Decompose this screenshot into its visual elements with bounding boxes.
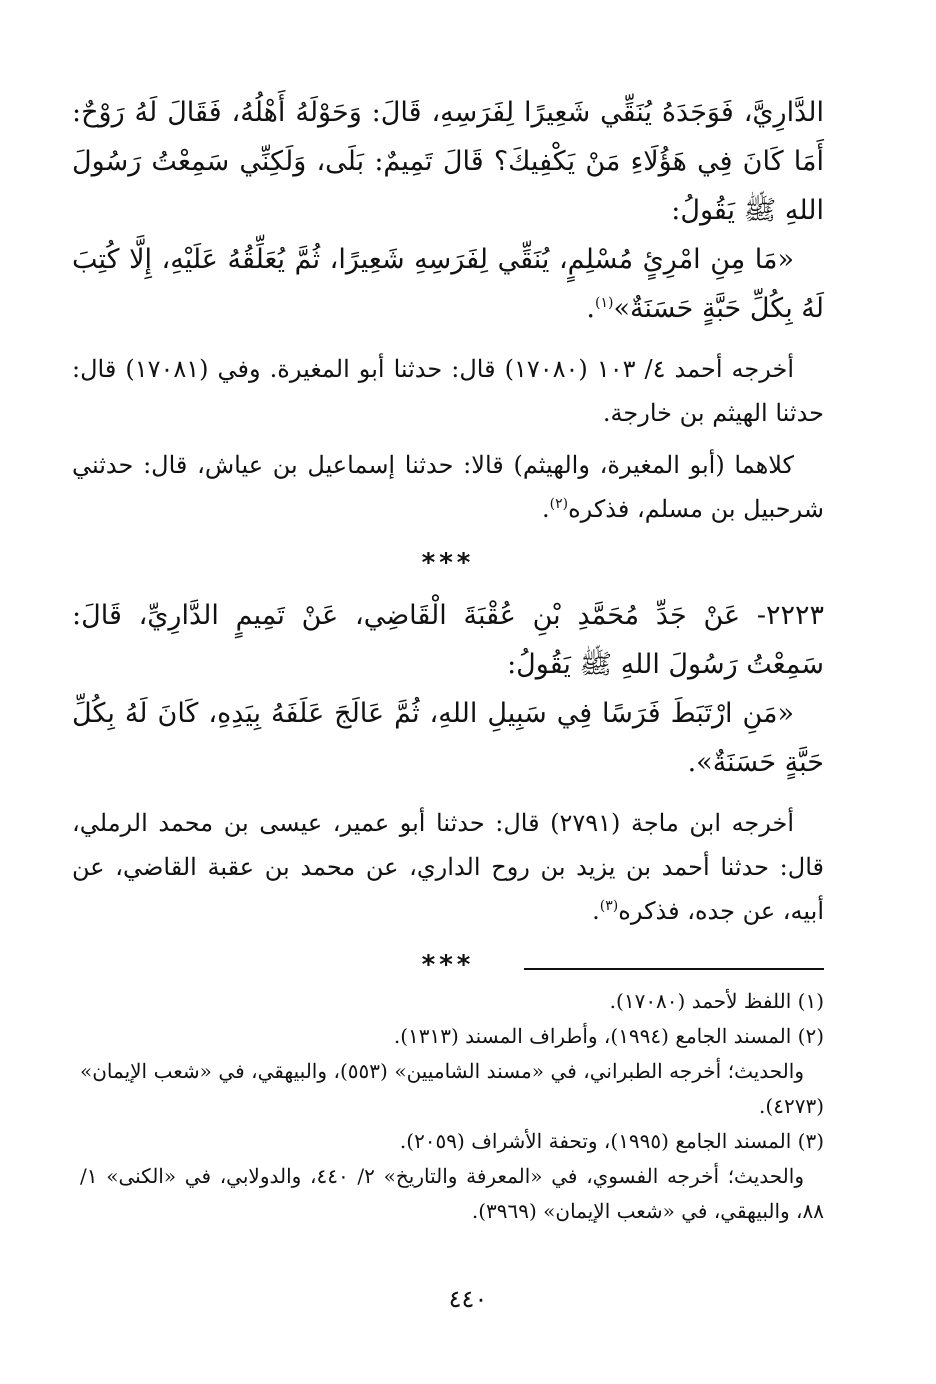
- section-divider: ***: [421, 548, 475, 578]
- hadith-heading: ٢٢٢٣- عَنْ جَدِّ مُحَمَّدِ بْنِ عُقْبَةَ الْقَاضِي، عَنْ تَمِيمٍ الدَّارِيِّ، قَالَ: سَمِعْتُ رَسُولَ اللهِ ﷺ يَقُولُ:: [72, 600, 824, 680]
- footnote-2: (٢) المسند الجامع (١٩٩٤)، وأطراف المسند (١٣١٣).: [393, 1024, 824, 1048]
- takhrij-paragraph: أخرجه أحمد ٤/ ١٠٣ (١٧٠٨٠) قال: حدثنا أبو المغيرة. وفي (١٧٠٨١) قال: حدثنا الهيثم بن خارجة.: [72, 355, 824, 427]
- narration-paragraph: الدَّارِيَّ، فَوَجَدَهُ يُنَقِّي شَعِيرًا لِفَرَسِهِ، قَالَ: وَحَوْلَهُ أَهْلُهُ، فَقَالَ لَهُ رَوْحٌ: أَمَا كَانَ فِي هَؤُلَاءِ مَنْ يَكْفِيكَ؟ قَالَ تَمِيمٌ: بَلَى، وَلَكِنِّي سَمِعْتُ رَسُولَ اللهِ ﷺ يَقُولُ:: [72, 97, 824, 226]
- footnote-ref-2: (٢): [549, 496, 569, 512]
- takhrij-text: كلاهما (أبو المغيرة، والهيثم) قالا: حدثنا إسماعيل بن عياش، قال: حدثني شرحبيل بن مسلم، فذكره: [72, 451, 824, 523]
- footnote-3: (٣) المسند الجامع (١٩٩٥)، وتحفة الأشراف (٢٠٥٩).: [399, 1129, 824, 1153]
- footnote-ref-1: (١): [594, 295, 614, 311]
- footnotes: [80, 984, 824, 1229]
- page-number: ٤٤٠: [448, 1285, 488, 1313]
- footnote-separator: [524, 968, 824, 970]
- main-text: [72, 88, 824, 993]
- hadith-quote-2: «مَنِ ارْتَبَطَ فَرَسًا فِي سَبِيلِ اللهِ، ثُمَّ عَالَجَ عَلَفَهُ بِيَدِهِ، كَانَ لَهُ بِكُلِّ حَبَّةٍ حَسَنَةٌ».: [72, 698, 824, 778]
- footnote-2-detail: والحديث؛ أخرجه الطبراني، في «مسند الشاميين» (٥٥٣)، والبيهقي، في «شعب الإيمان» (٤٢٧٣).: [80, 1059, 824, 1118]
- takhrij-paragraph-2: كلاهما (أبو المغيرة، والهيثم) قالا: حدثنا إسماعيل بن عياش، قال: حدثني شرحبيل بن مسلم، فذكره$^{(٢)}$.: [72, 451, 824, 523]
- hadith-quote-text: «مَا مِنِ امْرِئٍ مُسْلِمٍ، يُنَقِّي لِفَرَسِهِ شَعِيرًا، ثُمَّ يُعَلِّقُهُ عَلَيْهِ، إِلَّا كُتِبَ لَهُ بِكُلِّ حَبَّةٍ حَسَنَةٌ»: [72, 244, 824, 324]
- takhrij-text-3: أخرجه ابن ماجة (٢٧٩١) قال: حدثنا أبو عمير، عيسى بن محمد الرملي، قال: حدثنا أحمد بن يزيد بن روح الداري، عن محمد بن عقبة القاضي، عن أبيه، عن جده، فذكره: [72, 809, 824, 925]
- hadith-quote: «مَا مِنِ امْرِئٍ مُسْلِمٍ، يُنَقِّي لِفَرَسِهِ شَعِيرًا، ثُمَّ يُعَلِّقُهُ عَلَيْهِ، إِلَّا كُتِبَ لَهُ بِكُلِّ حَبَّةٍ حَسَنَةٌ»$^{(١)}$.: [72, 244, 824, 324]
- takhrij-paragraph-3: أخرجه ابن ماجة (٢٧٩١) قال: حدثنا أبو عمير، عيسى بن محمد الرملي، قال: حدثنا أحمد بن يزيد بن روح الداري، عن محمد بن عقبة القاضي، عن أبيه، عن جده، فذكره$^{(٣)}$.: [72, 809, 824, 925]
- footnote-ref-3: (٣): [599, 898, 619, 914]
- footnote-3-detail: والحديث؛ أخرجه الفسوي، في «المعرفة والتاريخ» ٢/ ٤٤٠، والدولابي، في «الكنى» ١/ ٨٨، والبيهقي، في «شعب الإيمان» (٣٩٦٩).: [80, 1164, 824, 1223]
- section-divider-2: ***: [421, 950, 475, 980]
- footnote-1: (١) اللفظ لأحمد (١٧٠٨٠).: [609, 989, 824, 1013]
